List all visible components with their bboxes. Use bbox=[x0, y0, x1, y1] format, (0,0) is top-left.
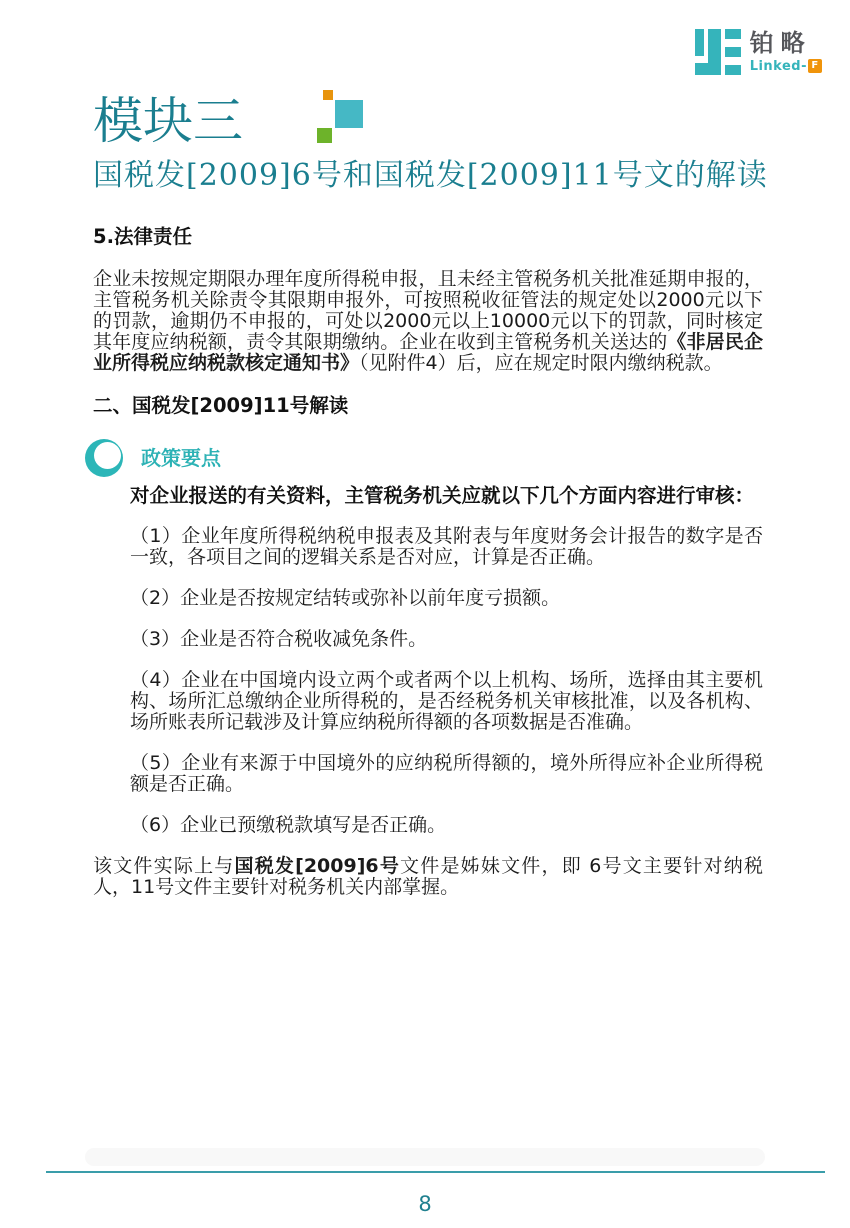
section-heading-document-11: 二、国税发[2009]11号解读 bbox=[93, 394, 349, 417]
review-item-2: （2）企业是否按规定结转或弥补以前年度亏损额。 bbox=[130, 587, 561, 609]
policy-point-header bbox=[85, 438, 763, 478]
review-item-4: （4）企业在中国境内设立两个或者两个以上机构、场所，选择由其主要机构、场所汇总缴纳企业所得税的，是否经税务机关审核批准，以及各机构、场所账表所记载涉及计算应纳税所得额的各项数据是否准确。 bbox=[130, 669, 763, 733]
legal-paragraph-post: （见附件4）后，应在规定时限内缴纳税款。 bbox=[359, 352, 723, 374]
page-number: 8 bbox=[418, 1192, 432, 1216]
brand-name-en bbox=[750, 59, 822, 73]
legal-paragraph-pre: 企业未按规定期限办理年度所得税申报，且未经主管税务机关批准延期申报的，主管税务机关除责令其限期申报外，可按照税收征管法的规定处以2000元以下的罚款，逾期仍不申报的，可处以2000元以上10000元以下的罚款，同时核定其年度应纳税额，责令其限期缴纳。企业在收到主管税务机关送达的 bbox=[93, 268, 763, 353]
brand-name-en-prefix: Linked- bbox=[749, 58, 807, 74]
legal-liability-paragraph bbox=[93, 269, 763, 374]
linked-f-pixel-mark-icon bbox=[695, 29, 741, 75]
brand-name-cn: 铂略 bbox=[749, 29, 812, 57]
footer-shadow bbox=[85, 1148, 765, 1166]
closing-pre: 该文件实际上与 bbox=[93, 855, 235, 877]
page-header bbox=[93, 92, 793, 194]
closing-doc-ref: 国税发[2009]6号 bbox=[234, 855, 401, 877]
closing-paragraph bbox=[93, 856, 763, 898]
section-heading-legal-liability: 5.法律责任 bbox=[93, 225, 192, 248]
brand-logo-text bbox=[750, 31, 822, 73]
closing-post: 文件是姊妹文件，即 6号文主要针对纳税人，11号文件主要针对税务机关内部掌握。 bbox=[93, 855, 763, 898]
module-title: 模块三 bbox=[93, 92, 243, 150]
review-item-3: （3）企业是否符合税收减免条件。 bbox=[130, 628, 428, 650]
review-intro: 对企业报送的有关资料，主管税务机关应就以下几个方面内容进行审核： bbox=[130, 484, 755, 507]
footer-divider bbox=[46, 1171, 825, 1173]
document-body bbox=[93, 226, 763, 898]
crescent-circle-icon bbox=[85, 439, 123, 477]
page-subtitle: 国税发[2009]6号和国税发[2009]11号文的解读 bbox=[93, 158, 768, 193]
policy-point-body bbox=[130, 485, 763, 836]
review-item-6: （6）企业已预缴税款填写是否正确。 bbox=[130, 814, 447, 836]
brand-badge-f: F bbox=[808, 59, 822, 73]
legal-paragraph-notice-title: 《非居民企业所得税应纳税款核定通知书》 bbox=[93, 331, 763, 374]
review-item-1: （1）企业年度所得税纳税申报表及其附表与年度财务会计报告的数字是否一致，各项目之间的逻辑关系是否对应，计算是否正确。 bbox=[130, 525, 763, 568]
review-item-5: （5）企业有来源于中国境外的应纳税所得额的，境外所得应补企业所得税额是否正确。 bbox=[130, 752, 763, 795]
brand-logo bbox=[695, 29, 822, 75]
policy-point-label: 政策要点 bbox=[141, 445, 221, 470]
